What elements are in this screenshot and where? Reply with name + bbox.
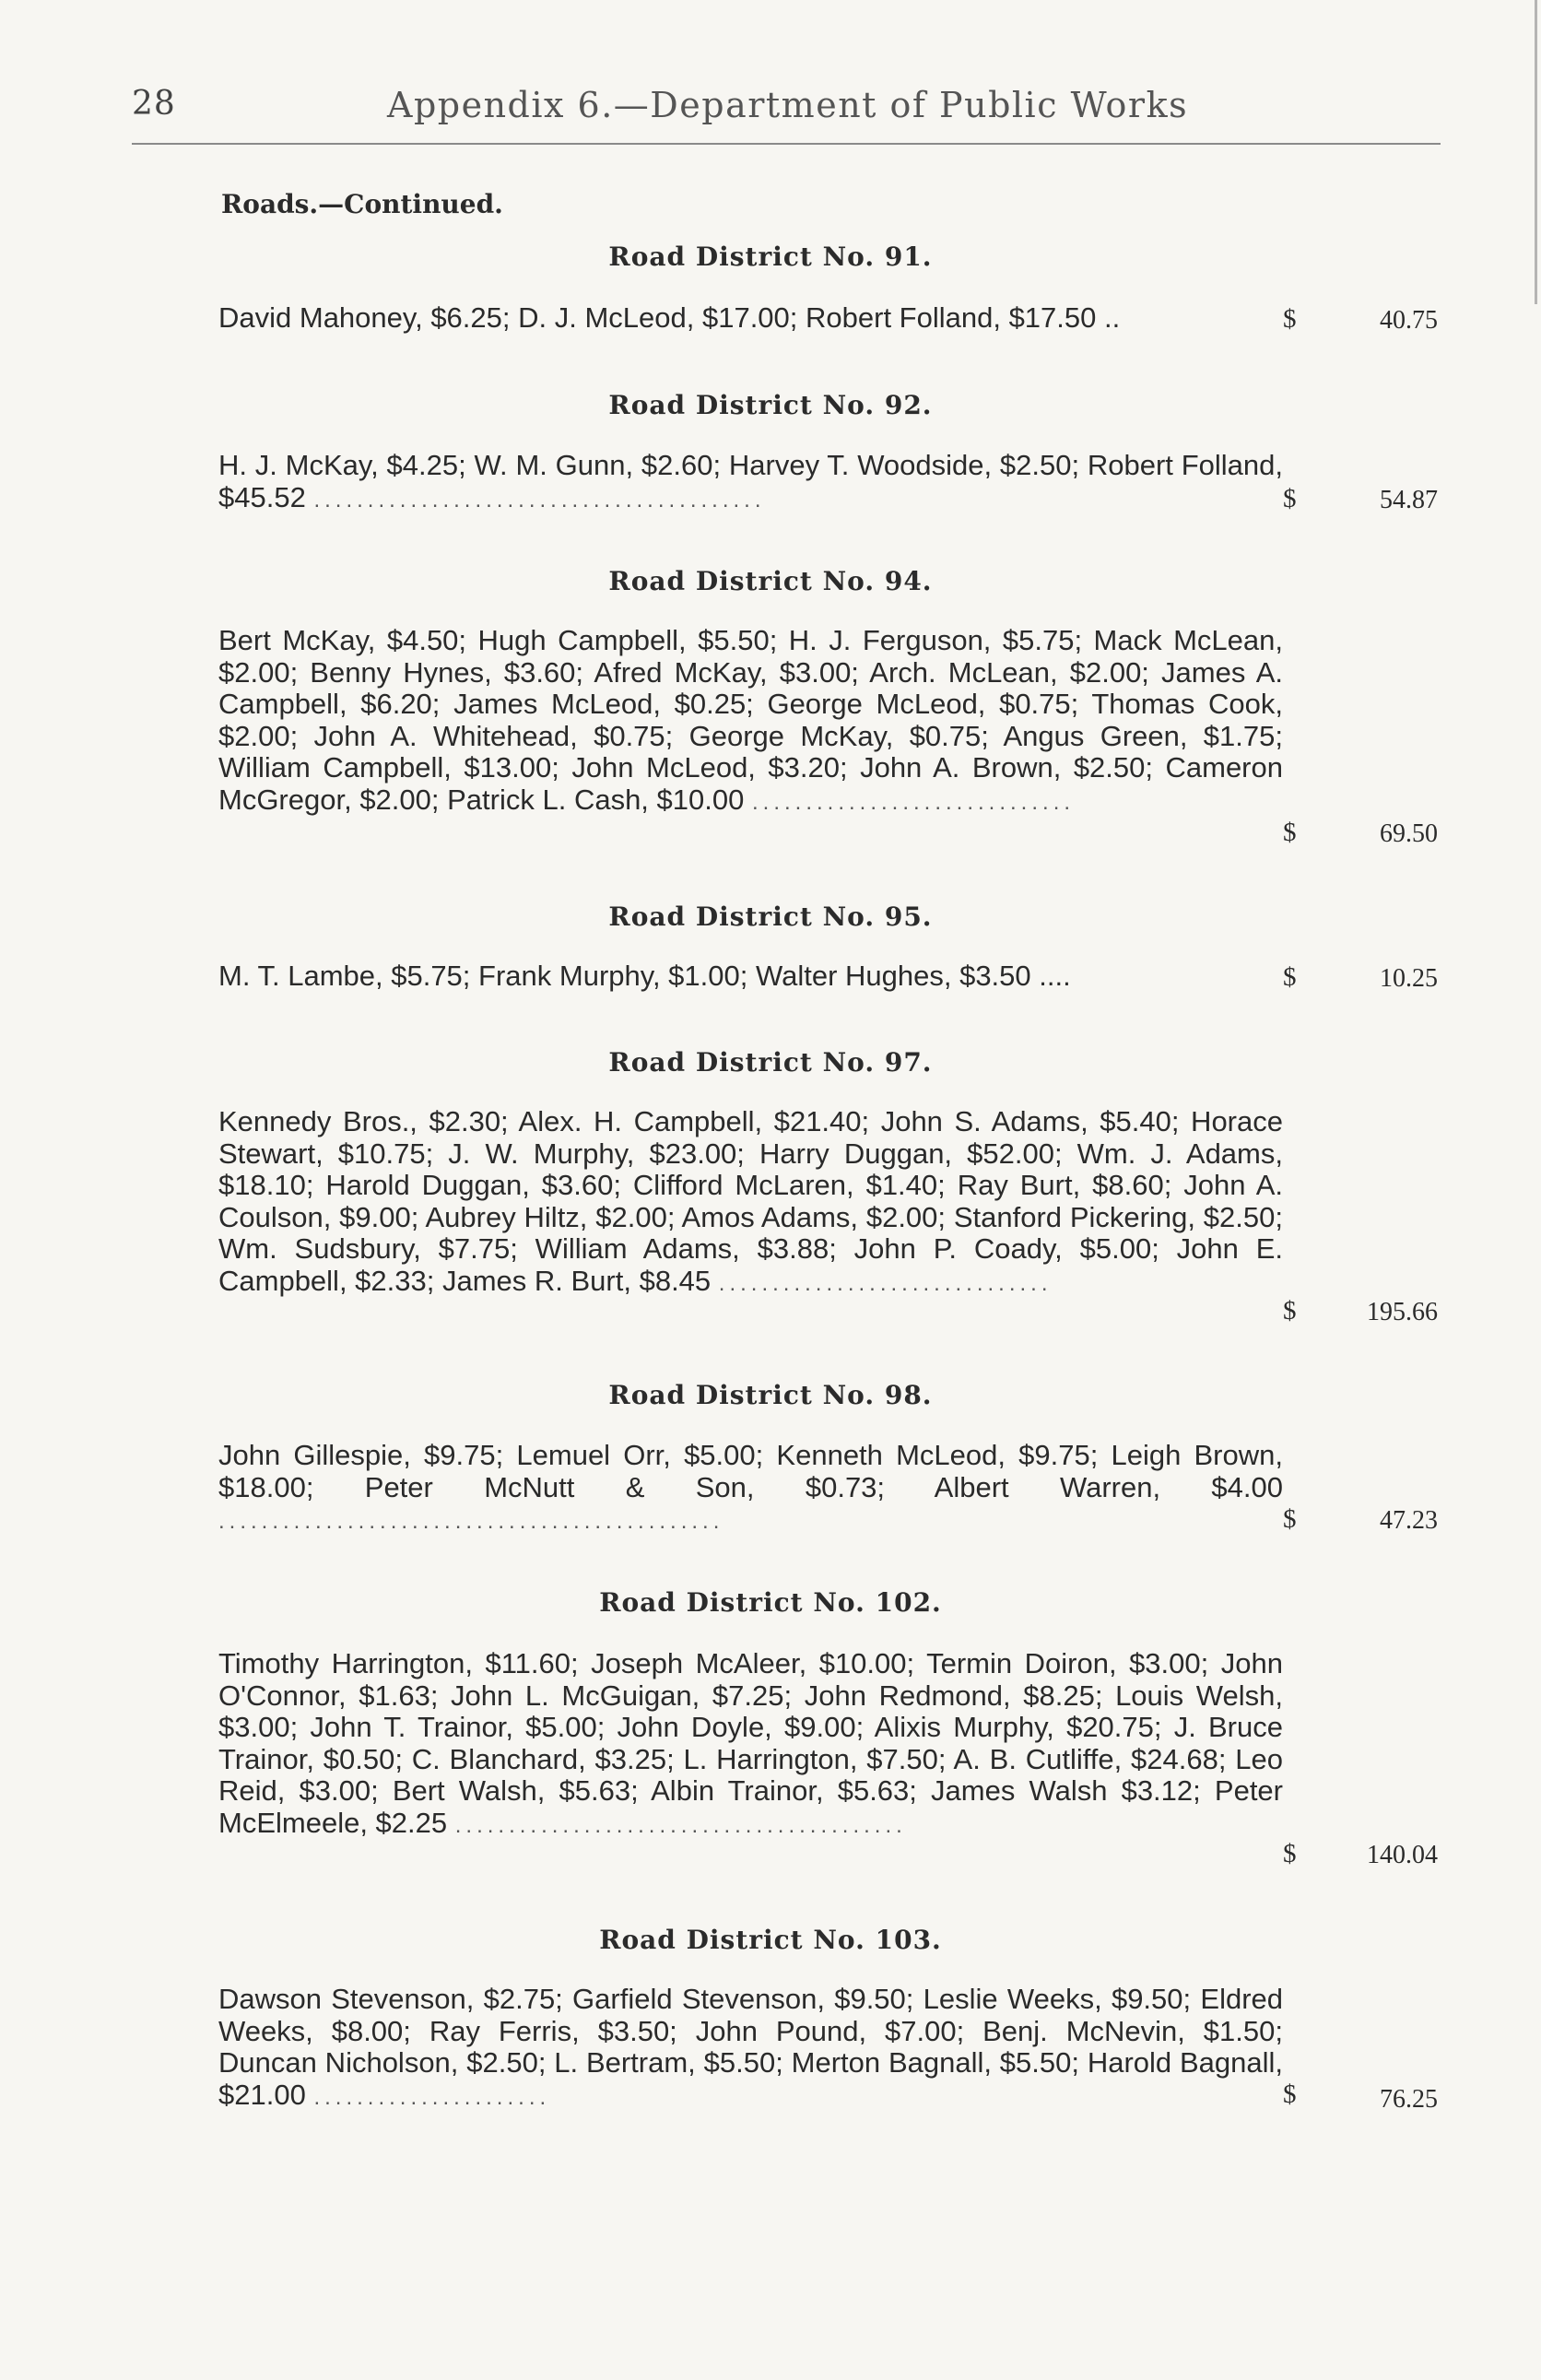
dollar-sign: $ — [1283, 304, 1297, 334]
dot-leaders: .......................................... — [454, 1812, 907, 1838]
dot-leaders: ............................... — [718, 1270, 1053, 1296]
entry-names: John Gillespie, $9.75; Lemuel Orr, $5.00; Kenneth McLeod, $9.75; Leigh Brown, $18.00; Peter McNutt & Son, $0.73; Albert Warren, $4.00 — [218, 1439, 1283, 1503]
entry-names: H. J. McKay, $4.25; W. M. Gunn, $2.60; Harvey T. Woodside, $2.50; Robert Folland, $45.52 — [218, 449, 1283, 513]
entry-names: Timothy Harrington, $11.60; Joseph McAleer, $10.00; Termin Doiron, $3.00; John O'Connor, $1.63; John L. McGuigan, $7.25; John Redmond, $8.25; Louis Welsh, $3.00; John T. Trainor, $5.00; John Doyle, $9.00; Alixis Murphy, $20.75; J. Bruce Trainor, $0.50; C. Blanchard, $3.25; L. Harrington, $7.50; A. B. Cutliffe, $24.68; Leo Reid, $3.00; Bert Walsh, $5.63; Albin Trainor, $5.63; James Walsh $3.12; Peter McElmeele, $2.25 — [218, 1647, 1283, 1839]
district-entry-text — [218, 960, 1283, 993]
dollar-sign: $ — [1283, 1839, 1297, 1868]
dot-leaders: ............................................... — [218, 1509, 724, 1534]
dot-leaders: .......................................... — [313, 487, 766, 513]
header-rule — [132, 143, 1441, 145]
district-title: Road District No. 102. — [599, 1587, 942, 1618]
district-title: Road District No. 94. — [608, 566, 933, 596]
dollar-sign: $ — [1283, 484, 1297, 513]
dollar-sign: $ — [1283, 962, 1297, 992]
entry-names: Kennedy Bros., $2.30; Alex. H. Campbell, $21.40; John S. Adams, $5.40; Horace Stewart, $10.75; J. W. Murphy, $23.00; Harry Duggan, $52.00; Wm. J. Adams, $18.10; Harold Duggan, $3.60; Clifford McLaren, $1.40; Ray Burt, $8.60; John A. Coulson, $9.00; Aubrey Hiltz, $2.00; Amos Adams, $2.00; Stanford Pickering, $2.50; Wm. Sudsbury, $7.75; William Adams, $3.88; John P. Coady, $5.00; John E. Campbell, $2.33; James R. Burt, $8.45 — [218, 1105, 1283, 1297]
running-head: Appendix 6.—Department of Public Works — [387, 85, 1189, 125]
page-number: 28 — [132, 85, 176, 123]
entry-names: Dawson Stevenson, $2.75; Garfield Stevenson, $9.50; Leslie Weeks, $9.50; Eldred Weeks, $8.00; Ray Ferris, $3.50; John Pound, $7.00; Benj. McNevin, $1.50; Duncan Nicholson, $2.50; L. Bertram, $5.50; Merton Bagnall, $5.50; Harold Bagnall, $21.00 — [218, 1983, 1283, 2111]
district-total: 47.23 — [1380, 1506, 1438, 1535]
entry-names: M. T. Lambe, $5.75; Frank Murphy, $1.00; Walter Hughes, $3.50 .... — [218, 960, 1071, 992]
dot-leaders: ...................... — [313, 2084, 551, 2110]
district-title: Road District No. 98. — [608, 1380, 933, 1410]
district-total: 54.87 — [1380, 486, 1438, 514]
district-total: 195.66 — [1367, 1298, 1438, 1326]
dollar-sign: $ — [1283, 2080, 1297, 2109]
district-entry-text — [218, 625, 1283, 819]
district-title: Road District No. 91. — [608, 242, 933, 272]
district-total: 76.25 — [1380, 2085, 1438, 2114]
district-entry-text — [218, 450, 1283, 516]
district-title: Road District No. 92. — [608, 390, 933, 420]
dollar-sign: $ — [1283, 1504, 1297, 1534]
entry-names: Bert McKay, $4.50; Hugh Campbell, $5.50; H. J. Ferguson, $5.75; Mack McLean, $2.00; Benny Hynes, $3.60; Afred McKay, $3.00; Arch. McLean, $2.00; James A. Campbell, $6.20; James McLeod, $0.25; George McLeod, $0.75; Thomas Cook, $2.00; John A. Whitehead, $0.75; George McKay, $0.75; Angus Green, $1.75; William Campbell, $13.00; John McLeod, $3.20; John A. Brown, $2.50; Cameron McGregor, $2.00; Patrick L. Cash, $10.00 — [218, 624, 1283, 816]
district-title: Road District No. 103. — [599, 1925, 942, 1955]
dollar-sign: $ — [1283, 1296, 1297, 1325]
district-total: 140.04 — [1367, 1841, 1438, 1869]
district-entry-text — [218, 1440, 1283, 1538]
entry-names: David Mahoney, $6.25; D. J. McLeod, $17.00; Robert Folland, $17.50 .. — [218, 301, 1121, 334]
district-total: 40.75 — [1380, 306, 1438, 335]
dollar-sign: $ — [1283, 818, 1297, 847]
district-total: 10.25 — [1380, 964, 1438, 993]
district-total: 69.50 — [1380, 819, 1438, 848]
district-entry-text — [218, 1648, 1283, 1842]
district-entry-text — [218, 1984, 1283, 2114]
district-title: Road District No. 97. — [608, 1047, 933, 1078]
district-title: Road District No. 95. — [608, 901, 933, 932]
district-entry-text — [218, 1106, 1283, 1300]
section-heading: Roads.—Continued. — [221, 189, 503, 219]
district-entry-text — [218, 302, 1283, 335]
dot-leaders: .............................. — [751, 789, 1076, 815]
